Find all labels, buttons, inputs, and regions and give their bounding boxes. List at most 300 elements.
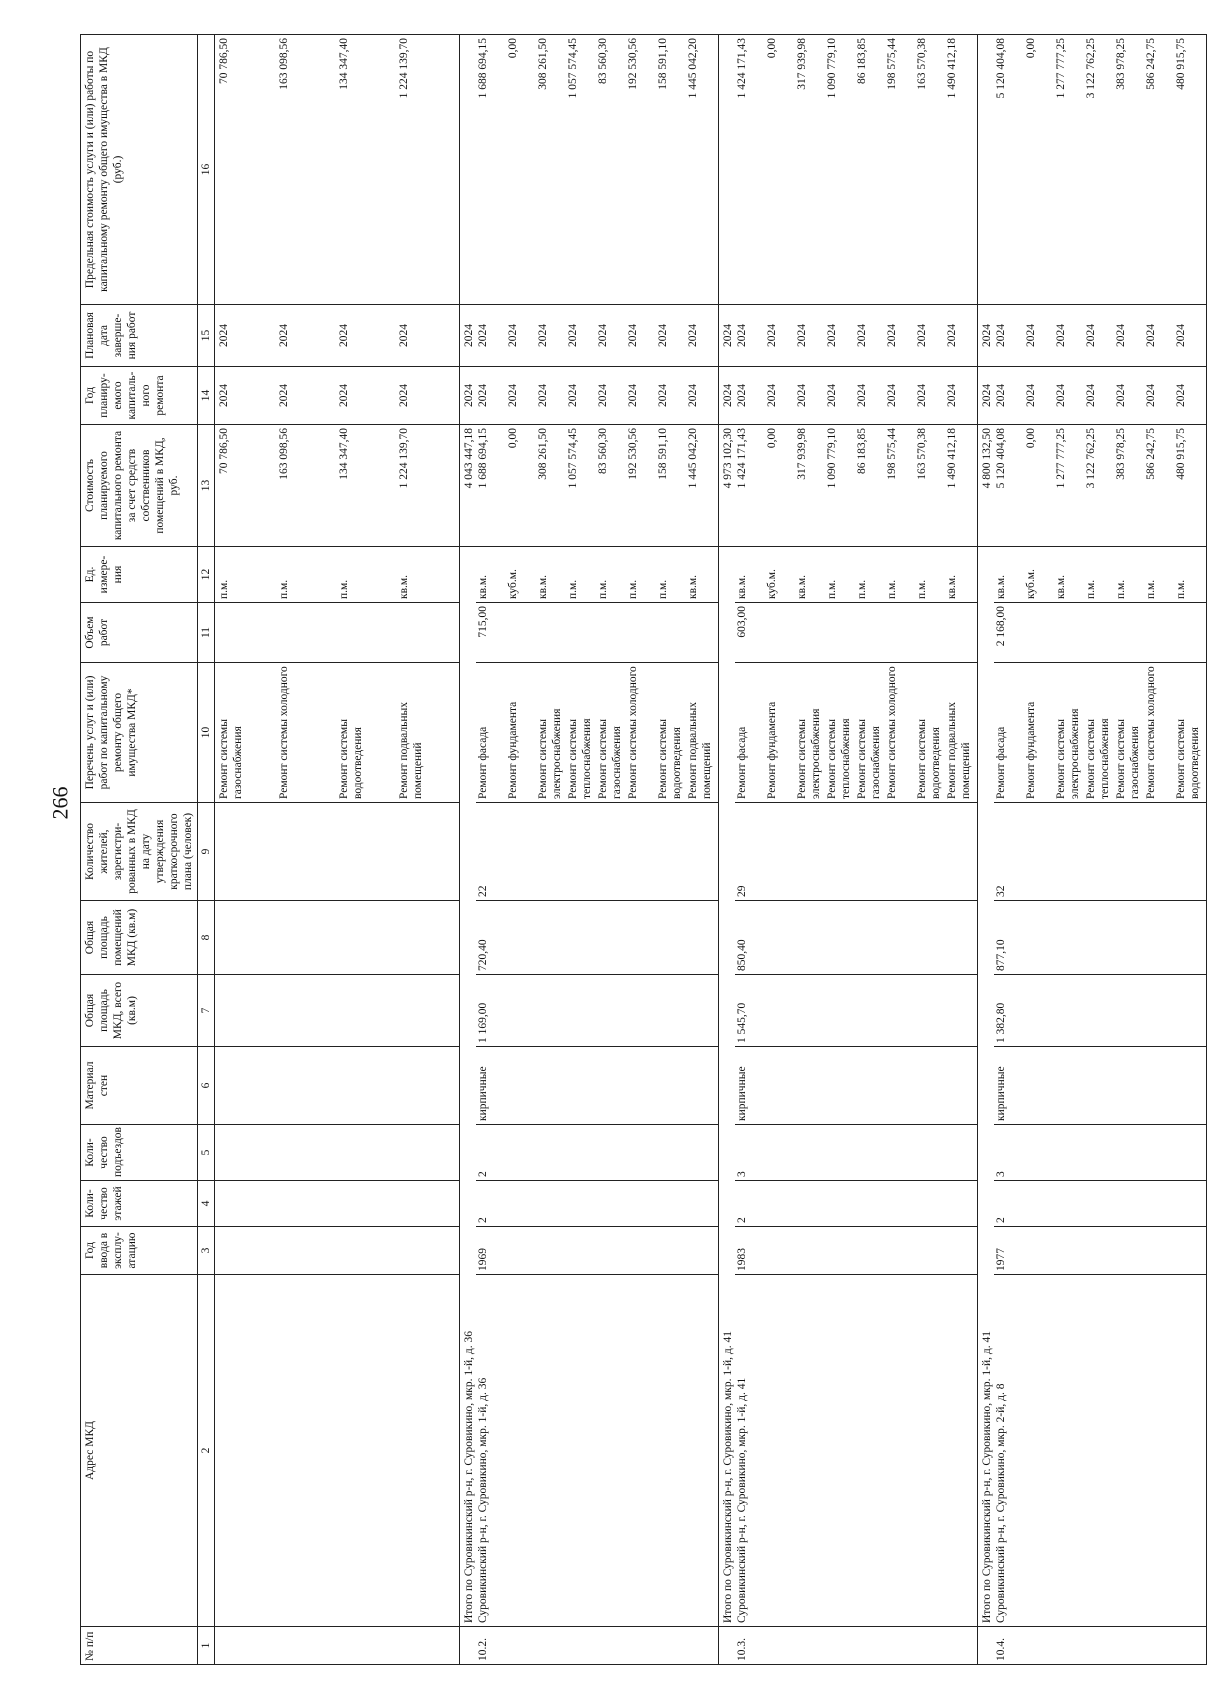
volume-item: 2 168,00 xyxy=(995,606,1008,647)
empty-cell xyxy=(215,1181,460,1227)
end-item: 2024 xyxy=(657,324,670,347)
end-item: 2024 xyxy=(567,324,580,347)
col-header-residents: Количество жителей, зарегистри-рованных в МКД на дату утверждения краткосрочного плана (человек) xyxy=(81,803,198,901)
limit-item: 198 575,44 xyxy=(886,38,899,90)
cost-cell xyxy=(476,425,719,547)
column-number-row xyxy=(198,35,215,1665)
column-number: 11 xyxy=(198,603,215,663)
empty-cell xyxy=(719,1627,736,1665)
col-header-year-built: Год ввода в эксплу-атацию xyxy=(81,1227,198,1275)
work-item: Ремонт системы газоснабжения xyxy=(218,719,245,799)
cost-item: 383 978,25 xyxy=(1115,428,1128,480)
rooms-area: 720,40 xyxy=(476,901,719,975)
cost-item: 1 445 042,20 xyxy=(687,428,700,489)
cost-item: 1 224 139,70 xyxy=(398,428,411,489)
work-item: Ремонт системы газоснабжения xyxy=(856,719,883,799)
year-item: 2024 xyxy=(1025,384,1038,407)
cost-item: 158 591,10 xyxy=(657,428,670,480)
rooms-area: 877,10 xyxy=(994,901,1207,975)
volume-item xyxy=(855,606,885,659)
column-number: 6 xyxy=(198,1047,215,1125)
cost-item: 3 122 762,25 xyxy=(1085,428,1098,489)
year-item: 2024 xyxy=(537,384,550,407)
end-item: 2024 xyxy=(1025,324,1038,347)
work-item: Ремонт системы холодного xyxy=(886,666,899,799)
column-number: 2 xyxy=(198,1275,215,1627)
unit-item: п.м. xyxy=(1085,579,1098,599)
total-end: 2024 xyxy=(978,305,995,367)
volume-cell xyxy=(994,603,1207,663)
end-cell xyxy=(735,305,978,367)
cost-item: 308 261,50 xyxy=(537,428,550,480)
end-item: 2024 xyxy=(736,324,749,347)
work-item: Ремонт фасада xyxy=(736,726,749,799)
total-label: Итого по Суровикинский р-н, г. Суровикино, мкр. 1-й, д. 36 xyxy=(460,547,477,1627)
empty-cell xyxy=(215,975,460,1047)
unit-item: кв.м. xyxy=(946,574,959,599)
cost-item: 1 057 574,45 xyxy=(567,428,580,489)
volume-item xyxy=(506,606,536,659)
entrances: 3 xyxy=(994,1125,1207,1181)
column-number: 4 xyxy=(198,1181,215,1227)
limit-cell xyxy=(735,35,978,305)
end-item: 2024 xyxy=(597,324,610,347)
limit-item: 70 786,50 xyxy=(218,38,231,84)
limit-item: 586 242,75 xyxy=(1145,38,1158,90)
year-item: 2024 xyxy=(597,384,610,407)
limit-item: 0,00 xyxy=(766,38,779,59)
volume-item xyxy=(1054,606,1084,659)
volume-cell xyxy=(735,603,978,663)
limit-item: 0,00 xyxy=(1025,38,1038,59)
unit-item: п.м. xyxy=(1145,579,1158,599)
empty-cell xyxy=(215,803,460,901)
total-end: 2024 xyxy=(719,305,736,367)
end-item: 2024 xyxy=(946,324,959,347)
total-cost: 4 800 132,50 xyxy=(978,425,995,547)
limit-item: 1 424 171,43 xyxy=(736,38,749,99)
year-built: 1983 xyxy=(735,1227,978,1275)
cost-item: 163 098,56 xyxy=(278,428,291,480)
row-number: 10.2. xyxy=(476,1627,719,1665)
limit-item: 5 120 404,08 xyxy=(995,38,1008,99)
year-item: 2024 xyxy=(995,384,1008,407)
cost-item: 0,00 xyxy=(507,428,520,449)
col-header-address: Адрес МКД xyxy=(81,1275,198,1627)
year-item: 2024 xyxy=(398,384,411,407)
year-item: 2024 xyxy=(1145,384,1158,407)
total-cost: 4 043 447,18 xyxy=(460,425,477,547)
col-header-cost: Стоимость планируемого капитального ремонта за счет средств собственников помещений в МКД, руб. xyxy=(81,425,198,547)
work-item: Ремонт системы холодного xyxy=(278,666,291,799)
col-header-num: № п/п xyxy=(81,1627,198,1665)
total-row xyxy=(719,35,736,1665)
works-cell xyxy=(476,663,719,803)
limit-cell xyxy=(215,35,460,305)
total-year: 2024 xyxy=(719,367,736,425)
year-item: 2024 xyxy=(507,384,520,407)
cost-item: 1 277 777,25 xyxy=(1055,428,1068,489)
column-number: 14 xyxy=(198,367,215,425)
end-item: 2024 xyxy=(886,324,899,347)
floors: 2 xyxy=(735,1181,978,1227)
unit-item: п.м. xyxy=(657,579,670,599)
end-item: 2024 xyxy=(856,324,869,347)
year-item: 2024 xyxy=(278,384,291,407)
year-item: 2024 xyxy=(796,384,809,407)
cost-item: 192 530,56 xyxy=(627,428,640,480)
column-number: 16 xyxy=(198,35,215,305)
volume-item xyxy=(825,606,855,659)
end-item: 2024 xyxy=(278,324,291,347)
year-item: 2024 xyxy=(766,384,779,407)
entrances: 3 xyxy=(735,1125,978,1181)
year-item: 2024 xyxy=(1175,384,1188,407)
volume-item xyxy=(945,606,975,659)
wall-material: кирпичные xyxy=(476,1047,719,1125)
column-number: 5 xyxy=(198,1125,215,1181)
cost-item: 5 120 404,08 xyxy=(995,428,1008,489)
cost-item: 0,00 xyxy=(766,428,779,449)
year-item: 2024 xyxy=(218,384,231,407)
cost-item: 83 560,30 xyxy=(597,428,610,474)
end-item: 2024 xyxy=(687,324,700,347)
year-item: 2024 xyxy=(826,384,839,407)
total-area: 1 545,70 xyxy=(735,975,978,1047)
column-number: 13 xyxy=(198,425,215,547)
empty-cell xyxy=(215,1047,460,1125)
unit-item: п.м. xyxy=(826,579,839,599)
entrances: 2 xyxy=(476,1125,719,1181)
unit-item: п.м. xyxy=(916,579,929,599)
end-item: 2024 xyxy=(1145,324,1158,347)
year-item: 2024 xyxy=(338,384,351,407)
cost-item: 1 490 412,18 xyxy=(946,428,959,489)
work-item: Ремонт системы теплоснабжения xyxy=(1085,718,1112,799)
cost-item: 480 915,75 xyxy=(1175,428,1188,480)
cost-cell xyxy=(215,425,460,547)
limit-item: 83 560,30 xyxy=(597,38,610,84)
limit-item: 1 688 694,15 xyxy=(477,38,490,99)
cost-item: 1 090 779,10 xyxy=(826,428,839,489)
year-item: 2024 xyxy=(856,384,869,407)
year-item: 2024 xyxy=(687,384,700,407)
year-cell xyxy=(735,367,978,425)
work-item: Ремонт системы газоснабжения xyxy=(597,719,624,799)
volume-cell xyxy=(215,603,460,663)
work-item: Ремонт системы водоотведения xyxy=(916,719,943,799)
end-item: 2024 xyxy=(507,324,520,347)
volume-item: 715,00 xyxy=(477,606,490,638)
work-item: Ремонт системы холодного xyxy=(627,666,640,799)
unit-item: п.м. xyxy=(597,579,610,599)
limit-item: 1 057 574,45 xyxy=(567,38,580,99)
work-item: Ремонт подвальных помещений xyxy=(398,702,425,799)
column-number: 8 xyxy=(198,901,215,975)
column-number: 7 xyxy=(198,975,215,1047)
work-item: Ремонт подвальных помещений xyxy=(687,702,714,799)
year-item: 2024 xyxy=(567,384,580,407)
cost-item: 70 786,50 xyxy=(218,428,231,474)
work-item: Ремонт системы электроснабжения xyxy=(537,708,564,799)
total-area: 1 382,80 xyxy=(994,975,1207,1047)
rotated-table-wrapper xyxy=(80,35,1202,1665)
year-built: 1977 xyxy=(994,1227,1207,1275)
wall-material: кирпичные xyxy=(735,1047,978,1125)
cost-item: 317 939,98 xyxy=(796,428,809,480)
end-item: 2024 xyxy=(627,324,640,347)
total-label: Итого по Суровикинский р-н, г. Суровикино, мкр. 1-й, д. 41 xyxy=(978,547,995,1627)
col-header-repair-year: Год планиру-емого капиталь-ного ремонта xyxy=(81,367,198,425)
volume-item xyxy=(536,606,566,659)
year-item: 2024 xyxy=(1055,384,1068,407)
limit-item: 1 090 779,10 xyxy=(826,38,839,99)
total-area: 1 169,00 xyxy=(476,975,719,1047)
work-item: Ремонт системы теплоснабжения xyxy=(826,718,853,799)
cost-item: 198 575,44 xyxy=(886,428,899,480)
unit-cell xyxy=(994,547,1207,603)
cost-item: 134 347,40 xyxy=(338,428,351,480)
volume-item xyxy=(1144,606,1174,659)
end-item: 2024 xyxy=(338,324,351,347)
total-row xyxy=(978,35,995,1665)
unit-item: п.м. xyxy=(278,579,291,599)
empty-cell xyxy=(460,1627,477,1665)
cost-item: 1 424 171,43 xyxy=(736,428,749,489)
unit-item: п.м. xyxy=(1175,579,1188,599)
year-item: 2024 xyxy=(477,384,490,407)
end-cell xyxy=(215,305,460,367)
row-number: 10.3. xyxy=(735,1627,978,1665)
col-header-volume: Объем работ xyxy=(81,603,198,663)
unit-item: куб.м. xyxy=(766,569,779,599)
limit-item: 192 530,56 xyxy=(627,38,640,90)
address: Суровикинский р-н, г. Суровикино, мкр. 2-й, д. 8 xyxy=(994,1275,1207,1627)
works-cell xyxy=(215,663,460,803)
limit-item: 1 224 139,70 xyxy=(398,38,411,99)
empty-cell xyxy=(215,1275,460,1627)
col-header-total-area: Общая площадь МКД, всего (кв.м) xyxy=(81,975,198,1047)
limit-item: 1 277 777,25 xyxy=(1055,38,1068,99)
address: Суровикинский р-н, г. Суровикино, мкр. 1-й, д. 36 xyxy=(476,1275,719,1627)
empty-cell xyxy=(215,901,460,975)
unit-item: кв.м. xyxy=(995,574,1008,599)
empty-cell xyxy=(460,35,477,305)
residents: 32 xyxy=(994,803,1207,901)
volume-cell xyxy=(476,603,719,663)
unit-cell xyxy=(215,547,460,603)
limit-cell xyxy=(476,35,719,305)
limit-item: 1 445 042,20 xyxy=(687,38,700,99)
empty-cell xyxy=(215,1627,460,1665)
total-row xyxy=(460,35,477,1665)
cost-cell xyxy=(994,425,1207,547)
unit-item: п.м. xyxy=(567,579,580,599)
header-row xyxy=(81,35,198,1665)
work-item: Ремонт системы теплоснабжения xyxy=(567,718,594,799)
total-end: 2024 xyxy=(460,305,477,367)
unit-item: п.м. xyxy=(338,579,351,599)
end-item: 2024 xyxy=(398,324,411,347)
end-item: 2024 xyxy=(766,324,779,347)
residents: 22 xyxy=(476,803,719,901)
rooms-area: 850,40 xyxy=(735,901,978,975)
year-item: 2024 xyxy=(916,384,929,407)
unit-item: п.м. xyxy=(1115,579,1128,599)
work-item: Ремонт подвальных помещений xyxy=(946,702,973,799)
work-item: Ремонт системы водоотведения xyxy=(1175,719,1202,799)
end-item: 2024 xyxy=(537,324,550,347)
work-item: Ремонт фундамента xyxy=(1025,701,1038,799)
empty-cell xyxy=(215,1125,460,1181)
limit-item: 3 122 762,25 xyxy=(1085,38,1098,99)
unit-item: п.м. xyxy=(218,579,231,599)
total-label: Итого по Суровикинский р-н, г. Суровикино, мкр. 1-й, д. 41 xyxy=(719,547,736,1627)
end-item: 2024 xyxy=(1085,324,1098,347)
unit-item: кв.м. xyxy=(477,574,490,599)
cost-cell xyxy=(735,425,978,547)
house-row xyxy=(994,35,1207,1665)
unit-item: кв.м. xyxy=(687,574,700,599)
limit-cell xyxy=(994,35,1207,305)
column-number: 15 xyxy=(198,305,215,367)
year-item: 2024 xyxy=(886,384,899,407)
unit-item: кв.м. xyxy=(1055,574,1068,599)
volume-item xyxy=(765,606,795,659)
year-cell xyxy=(994,367,1207,425)
end-item: 2024 xyxy=(1175,324,1188,347)
empty-cell xyxy=(978,35,995,305)
end-item: 2024 xyxy=(1115,324,1128,347)
volume-item xyxy=(915,606,945,659)
house-row xyxy=(735,35,978,1665)
volume-item xyxy=(795,606,825,659)
cost-item: 0,00 xyxy=(1025,428,1038,449)
end-item: 2024 xyxy=(916,324,929,347)
house-row xyxy=(476,35,719,1665)
table-body xyxy=(215,35,1207,1665)
year-item: 2024 xyxy=(657,384,670,407)
volume-item xyxy=(656,606,686,659)
floors: 2 xyxy=(476,1181,719,1227)
column-number: 12 xyxy=(198,547,215,603)
col-header-wall-material: Материал стен xyxy=(81,1047,198,1125)
year-cell xyxy=(215,367,460,425)
end-item: 2024 xyxy=(477,324,490,347)
limit-item: 317 939,98 xyxy=(796,38,809,90)
volume-item xyxy=(885,606,915,659)
end-item: 2024 xyxy=(218,324,231,347)
total-year: 2024 xyxy=(978,367,995,425)
unit-item: п.м. xyxy=(856,579,869,599)
total-cost: 4 973 102,30 xyxy=(719,425,736,547)
cost-item: 586 242,75 xyxy=(1145,428,1158,480)
end-cell xyxy=(476,305,719,367)
unit-cell xyxy=(476,547,719,603)
limit-item: 0,00 xyxy=(507,38,520,59)
unit-item: кв.м. xyxy=(796,574,809,599)
volume-item: 603,00 xyxy=(736,606,749,638)
limit-item: 163 098,56 xyxy=(278,38,291,90)
column-number: 3 xyxy=(198,1227,215,1275)
unit-item: куб.м. xyxy=(1025,569,1038,599)
col-header-end-date: Плановая дата заверше-ния работ xyxy=(81,305,198,367)
work-item: Ремонт системы водоотведения xyxy=(657,719,684,799)
limit-item: 158 591,10 xyxy=(657,38,670,90)
limit-item: 163 570,38 xyxy=(916,38,929,90)
volume-item xyxy=(1114,606,1144,659)
col-header-unit: Ед. измере-ния xyxy=(81,547,198,603)
year-built: 1969 xyxy=(476,1227,719,1275)
row-number: 10.4. xyxy=(994,1627,1207,1665)
col-header-entrances: Коли-чество подъездов xyxy=(81,1125,198,1181)
col-header-rooms-area: Общая площадь помещений МКД (кв.м) xyxy=(81,901,198,975)
works-cell xyxy=(994,663,1207,803)
year-item: 2024 xyxy=(1115,384,1128,407)
volume-item xyxy=(1024,606,1054,659)
end-item: 2024 xyxy=(826,324,839,347)
volume-item xyxy=(1174,606,1204,659)
year-item: 2024 xyxy=(946,384,959,407)
volume-item xyxy=(596,606,626,659)
limit-item: 383 978,25 xyxy=(1115,38,1128,90)
unit-item: п.м. xyxy=(627,579,640,599)
limit-item: 308 261,50 xyxy=(537,38,550,90)
unit-item: кв.м. xyxy=(537,574,550,599)
table-row xyxy=(215,35,460,1665)
end-item: 2024 xyxy=(1055,324,1068,347)
volume-item xyxy=(626,606,656,659)
unit-item: п.м. xyxy=(886,579,899,599)
year-cell xyxy=(476,367,719,425)
end-cell xyxy=(994,305,1207,367)
column-number: 10 xyxy=(198,663,215,803)
end-item: 2024 xyxy=(796,324,809,347)
work-item: Ремонт системы водоотведения xyxy=(338,719,365,799)
column-number: 1 xyxy=(198,1627,215,1665)
works-cell xyxy=(735,663,978,803)
volume-item xyxy=(686,606,716,659)
volume-item xyxy=(566,606,596,659)
work-item: Ремонт фундамента xyxy=(766,701,779,799)
unit-item: куб.м. xyxy=(507,569,520,599)
residents: 29 xyxy=(735,803,978,901)
work-item: Ремонт фасада xyxy=(477,726,490,799)
work-item: Ремонт системы газоснабжения xyxy=(1115,719,1142,799)
cost-item: 1 688 694,15 xyxy=(477,428,490,489)
unit-cell xyxy=(735,547,978,603)
wall-material: кирпичные xyxy=(994,1047,1207,1125)
limit-item: 480 915,75 xyxy=(1175,38,1188,90)
limit-item: 1 490 412,18 xyxy=(946,38,959,99)
year-item: 2024 xyxy=(736,384,749,407)
unit-item: кв.м. xyxy=(736,574,749,599)
year-item: 2024 xyxy=(1085,384,1098,407)
end-item: 2024 xyxy=(995,324,1008,347)
repair-plan-table xyxy=(80,34,1207,1665)
limit-item: 86 183,85 xyxy=(856,38,869,84)
col-header-works: Перечень услуг и (или) работ по капитальному ремонту общего имущества МКД* xyxy=(81,663,198,803)
year-item: 2024 xyxy=(627,384,640,407)
work-item: Ремонт фасада xyxy=(995,726,1008,799)
limit-item: 134 347,40 xyxy=(338,38,351,90)
col-header-floors: Коли-чество этажей xyxy=(81,1181,198,1227)
floors: 2 xyxy=(994,1181,1207,1227)
volume-item xyxy=(1084,606,1114,659)
work-item: Ремонт системы электроснабжения xyxy=(1055,708,1082,799)
work-item: Ремонт фундамента xyxy=(507,701,520,799)
cost-item: 86 183,85 xyxy=(856,428,869,474)
